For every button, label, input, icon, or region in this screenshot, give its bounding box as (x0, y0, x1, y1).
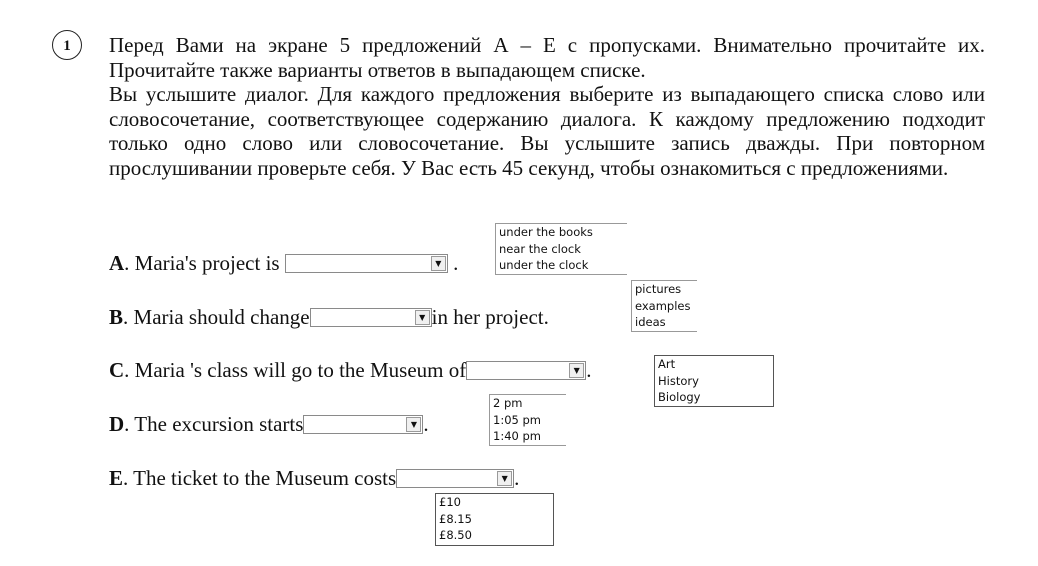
sentence-d (109, 412, 429, 436)
instructions-paragraph-1: Перед Вами на экране 5 предложений А – Е с пропусками. Внимательно прочитайте их. Прочитайте также варианты ответов в выпадающем списке. (109, 33, 985, 82)
question-number-badge: 1 (52, 30, 82, 60)
answer-e-dropdown[interactable] (396, 469, 514, 488)
sentence-text-after: . (586, 358, 592, 382)
sentence-text: . The excursion starts (124, 412, 304, 436)
sentence-letter: D (109, 412, 125, 436)
sentence-c (109, 358, 592, 382)
answer-a-option[interactable]: near the clock (499, 241, 581, 256)
sentence-letter: A (109, 251, 125, 275)
sentence-b (109, 305, 549, 329)
sentence-text-after: . (453, 251, 459, 275)
dropdown-arrow-icon[interactable]: ▼ (415, 310, 430, 325)
answer-d-option[interactable]: 1:05 pm (493, 412, 541, 427)
sentence-text-after: in her project. (431, 305, 549, 329)
answer-a-option[interactable]: under the books (499, 225, 593, 239)
answer-d-option[interactable]: 1:40 pm (493, 429, 541, 443)
answer-d-dropdown[interactable] (303, 415, 423, 434)
answer-d-options (489, 394, 566, 446)
answer-e-option[interactable]: £8.15 (439, 511, 472, 526)
answer-d-option[interactable]: 2 pm (493, 396, 523, 410)
sentence-a (109, 251, 458, 275)
instructions-paragraph-2: Вы услышите диалог. Для каждого предложения выберите из выпадающего списка слово или словосочетание, соответствующее содержанию диалога. К каждому предложению подходит только одно слово или словосочетание. Вы услышите запись дважды. При повторном прослушивании проверьте себя. У Вас есть 45 секунд, чтобы ознакомиться с предложениями. (109, 82, 985, 180)
answer-e-options (435, 493, 554, 546)
dropdown-arrow-icon[interactable]: ▼ (431, 256, 446, 271)
sentence-text: . Maria 's class will go to the Museum of (124, 358, 467, 382)
dropdown-arrow-icon[interactable]: ▼ (406, 417, 421, 432)
answer-a-options (495, 223, 627, 275)
answer-b-dropdown[interactable] (310, 308, 432, 327)
answer-c-dropdown[interactable] (466, 361, 586, 380)
sentence-e (109, 466, 519, 490)
answer-c-option[interactable]: Art (658, 357, 676, 371)
sentence-text: . The ticket to the Museum costs (123, 466, 397, 490)
answer-c-option[interactable]: Biology (658, 390, 701, 404)
sentence-text-after: . (423, 412, 429, 436)
sentence-text: . Maria should change (123, 305, 310, 329)
answer-c-options (654, 355, 774, 407)
answer-b-option[interactable]: ideas (635, 315, 666, 329)
sentence-letter: C (109, 358, 125, 382)
sentence-letter: E (109, 466, 124, 490)
answer-a-dropdown[interactable] (285, 254, 448, 273)
dropdown-arrow-icon[interactable]: ▼ (569, 363, 584, 378)
answer-c-option[interactable]: History (658, 373, 699, 388)
sentence-text: . Maria's project is (124, 251, 280, 275)
sentence-letter: B (109, 305, 124, 329)
sentence-text-after: . (514, 466, 520, 490)
answer-b-option[interactable]: examples (635, 298, 691, 313)
dropdown-arrow-icon[interactable]: ▼ (497, 471, 512, 486)
answer-b-option[interactable]: pictures (635, 282, 682, 296)
answer-b-options (631, 280, 697, 332)
answer-e-option[interactable]: £10 (439, 495, 461, 509)
answer-a-option[interactable]: under the clock (499, 258, 589, 272)
answer-e-option[interactable]: £8.50 (439, 528, 472, 542)
instructions-text (109, 33, 985, 180)
